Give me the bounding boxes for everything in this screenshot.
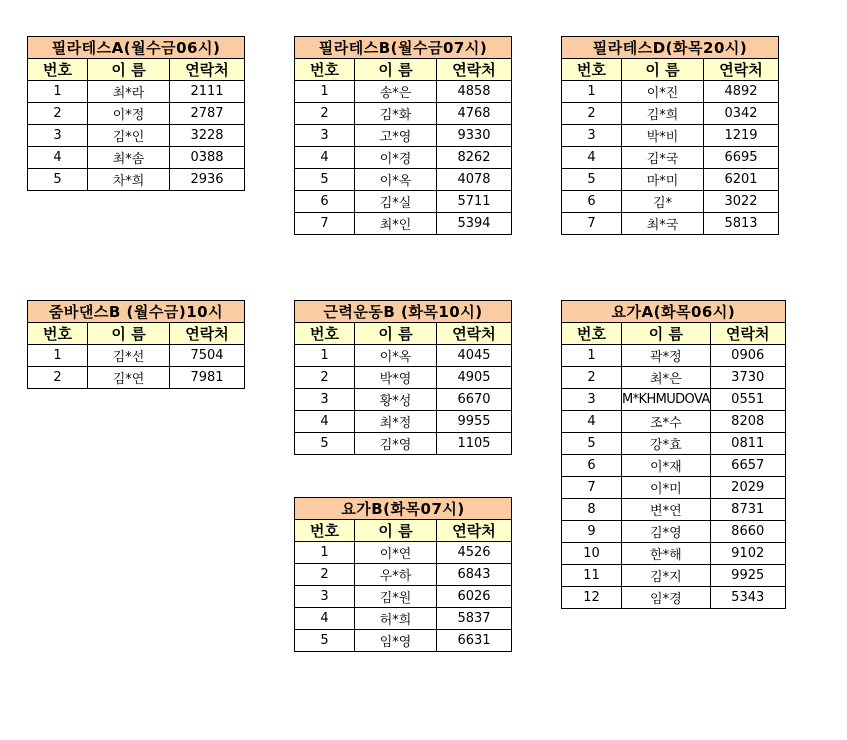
roster-table: [561, 300, 786, 609]
table-row: [295, 389, 512, 411]
table-title-row: [28, 37, 245, 59]
cell-number: 8: [562, 499, 622, 521]
table-title: 필라테스B(월수금07시): [295, 37, 512, 59]
cell-number: 1: [28, 345, 88, 367]
column-header-number: 번호: [295, 59, 355, 81]
cell-name: 김*: [622, 191, 704, 213]
cell-contact: 4905: [437, 367, 512, 389]
cell-number: 1: [562, 345, 622, 367]
table-row: [562, 411, 786, 433]
cell-contact: 2936: [170, 169, 245, 191]
cell-name: 최*정: [355, 411, 437, 433]
cell-name: M*KHMUDOVA: [622, 389, 711, 411]
cell-name: 최*국: [622, 213, 704, 235]
table-row: [295, 103, 512, 125]
cell-contact: 0811: [710, 433, 785, 455]
cell-name: 강*효: [622, 433, 711, 455]
table-row: [562, 169, 779, 191]
cell-name: 김*영: [355, 433, 437, 455]
cell-name: 박*비: [622, 125, 704, 147]
cell-contact: 6843: [437, 564, 512, 586]
cell-number: 1: [295, 81, 355, 103]
table-title: 줌바댄스B (월수금)10시: [28, 301, 245, 323]
column-header-name: 이 름: [355, 520, 437, 542]
cell-contact: 5813: [704, 213, 779, 235]
cell-number: 2: [562, 103, 622, 125]
cell-number: 3: [295, 125, 355, 147]
cell-number: 2: [562, 367, 622, 389]
cell-number: 1: [562, 81, 622, 103]
table-row: [295, 542, 512, 564]
table-row: [562, 499, 786, 521]
cell-name: 최*라: [88, 81, 170, 103]
cell-number: 4: [28, 147, 88, 169]
cell-number: 4: [562, 147, 622, 169]
cell-name: 김*선: [88, 345, 170, 367]
cell-number: 5: [28, 169, 88, 191]
column-header-name: 이 름: [622, 59, 704, 81]
cell-number: 1: [295, 542, 355, 564]
table-row: [562, 103, 779, 125]
table-row: [28, 81, 245, 103]
cell-contact: 6657: [710, 455, 785, 477]
cell-contact: 8262: [437, 147, 512, 169]
table-title: 근력운동B (화목10시): [295, 301, 512, 323]
cell-contact: 4768: [437, 103, 512, 125]
table-title-row: [28, 301, 245, 323]
cell-contact: 2029: [710, 477, 785, 499]
cell-contact: 4045: [437, 345, 512, 367]
table-row: [295, 564, 512, 586]
roster-table: [294, 300, 512, 455]
table-row: [295, 608, 512, 630]
cell-number: 6: [562, 191, 622, 213]
cell-contact: 8731: [710, 499, 785, 521]
column-header-row: [295, 520, 512, 542]
cell-contact: 1105: [437, 433, 512, 455]
cell-number: 4: [295, 147, 355, 169]
table-pilates-b: [294, 36, 512, 235]
cell-name: 이*재: [622, 455, 711, 477]
table-row: [295, 125, 512, 147]
cell-name: 김*원: [355, 586, 437, 608]
cell-name: 곽*정: [622, 345, 711, 367]
column-header-contact: 연락처: [704, 59, 779, 81]
cell-contact: 1219: [704, 125, 779, 147]
table-yoga-b: [294, 497, 512, 652]
cell-number: 2: [295, 564, 355, 586]
column-header-contact: 연락처: [710, 323, 785, 345]
cell-name: 송*은: [355, 81, 437, 103]
column-header-row: [28, 59, 245, 81]
table-title: 요가A(화목06시): [562, 301, 786, 323]
cell-name: 김*인: [88, 125, 170, 147]
cell-name: 허*희: [355, 608, 437, 630]
cell-name: 조*수: [622, 411, 711, 433]
column-header-number: 번호: [28, 59, 88, 81]
cell-contact: 5711: [437, 191, 512, 213]
table-row: [562, 587, 786, 609]
table-row: [562, 543, 786, 565]
cell-contact: 3228: [170, 125, 245, 147]
cell-name: 최*솜: [88, 147, 170, 169]
cell-contact: 3022: [704, 191, 779, 213]
cell-contact: 9925: [710, 565, 785, 587]
column-header-row: [295, 59, 512, 81]
cell-name: 이*미: [622, 477, 711, 499]
table-row: [295, 630, 512, 652]
table-row: [295, 433, 512, 455]
cell-contact: 5837: [437, 608, 512, 630]
table-title-row: [562, 37, 779, 59]
column-header-contact: 연락처: [437, 59, 512, 81]
cell-contact: 3730: [710, 367, 785, 389]
cell-name: 이*옥: [355, 345, 437, 367]
roster-table: [294, 497, 512, 652]
table-title-row: [295, 37, 512, 59]
table-row: [295, 367, 512, 389]
cell-number: 3: [562, 389, 622, 411]
table-row: [28, 125, 245, 147]
cell-name: 임*경: [622, 587, 711, 609]
table-row: [28, 367, 245, 389]
column-header-contact: 연락처: [437, 520, 512, 542]
cell-contact: 0551: [710, 389, 785, 411]
cell-number: 2: [295, 103, 355, 125]
cell-number: 3: [562, 125, 622, 147]
cell-number: 9: [562, 521, 622, 543]
table-row: [295, 191, 512, 213]
cell-number: 5: [562, 433, 622, 455]
cell-contact: 7981: [170, 367, 245, 389]
column-header-number: 번호: [295, 323, 355, 345]
table-title: 필라테스D(화목20시): [562, 37, 779, 59]
cell-contact: 6201: [704, 169, 779, 191]
column-header-row: [562, 323, 786, 345]
cell-name: 김*국: [622, 147, 704, 169]
cell-contact: 0342: [704, 103, 779, 125]
cell-contact: 5343: [710, 587, 785, 609]
column-header-row: [562, 59, 779, 81]
column-header-number: 번호: [562, 323, 622, 345]
table-row: [562, 147, 779, 169]
cell-number: 7: [562, 213, 622, 235]
cell-name: 이*연: [355, 542, 437, 564]
column-header-contact: 연락처: [170, 323, 245, 345]
table-row: [562, 125, 779, 147]
table-row: [562, 521, 786, 543]
cell-contact: 8660: [710, 521, 785, 543]
table-row: [295, 147, 512, 169]
cell-name: 김*실: [355, 191, 437, 213]
cell-number: 11: [562, 565, 622, 587]
cell-number: 10: [562, 543, 622, 565]
table-row: [295, 345, 512, 367]
table-title: 요가B(화목07시): [295, 498, 512, 520]
cell-name: 최*인: [355, 213, 437, 235]
cell-contact: 6631: [437, 630, 512, 652]
cell-contact: 0906: [710, 345, 785, 367]
cell-name: 이*경: [355, 147, 437, 169]
cell-name: 이*정: [88, 103, 170, 125]
cell-name: 김*영: [622, 521, 711, 543]
cell-name: 한*해: [622, 543, 711, 565]
cell-name: 김*화: [355, 103, 437, 125]
table-row: [562, 389, 786, 411]
cell-name: 이*옥: [355, 169, 437, 191]
cell-number: 12: [562, 587, 622, 609]
cell-name: 최*은: [622, 367, 711, 389]
table-row: [28, 169, 245, 191]
cell-number: 1: [295, 345, 355, 367]
cell-number: 2: [28, 103, 88, 125]
column-header-name: 이 름: [355, 59, 437, 81]
column-header-number: 번호: [28, 323, 88, 345]
table-title: 필라테스A(월수금06시): [28, 37, 245, 59]
cell-contact: 2787: [170, 103, 245, 125]
table-row: [28, 345, 245, 367]
cell-name: 김*지: [622, 565, 711, 587]
table-row: [562, 433, 786, 455]
column-header-number: 번호: [562, 59, 622, 81]
cell-number: 5: [295, 169, 355, 191]
cell-name: 마*미: [622, 169, 704, 191]
cell-number: 6: [295, 191, 355, 213]
cell-contact: 6670: [437, 389, 512, 411]
cell-contact: 5394: [437, 213, 512, 235]
cell-number: 3: [295, 389, 355, 411]
cell-number: 4: [295, 608, 355, 630]
cell-contact: 8208: [710, 411, 785, 433]
table-row: [28, 147, 245, 169]
cell-name: 차*희: [88, 169, 170, 191]
cell-name: 임*영: [355, 630, 437, 652]
table-yoga-a: [561, 300, 786, 609]
cell-contact: 6026: [437, 586, 512, 608]
column-header-row: [295, 323, 512, 345]
cell-number: 7: [295, 213, 355, 235]
cell-contact: 9102: [710, 543, 785, 565]
table-row: [562, 455, 786, 477]
roster-table: [27, 36, 245, 191]
table-row: [295, 411, 512, 433]
column-header-name: 이 름: [88, 59, 170, 81]
roster-table: [27, 300, 245, 389]
cell-number: 1: [28, 81, 88, 103]
cell-contact: 9955: [437, 411, 512, 433]
cell-contact: 4892: [704, 81, 779, 103]
table-row: [562, 565, 786, 587]
table-row: [295, 81, 512, 103]
cell-contact: 2111: [170, 81, 245, 103]
table-row: [562, 345, 786, 367]
table-title-row: [295, 498, 512, 520]
cell-contact: 0388: [170, 147, 245, 169]
cell-name: 김*희: [622, 103, 704, 125]
cell-number: 7: [562, 477, 622, 499]
table-pilates-a: [27, 36, 245, 191]
cell-contact: 4526: [437, 542, 512, 564]
cell-contact: 7504: [170, 345, 245, 367]
roster-table: [561, 36, 779, 235]
table-row: [295, 169, 512, 191]
cell-number: 2: [28, 367, 88, 389]
cell-contact: 4078: [437, 169, 512, 191]
column-header-contact: 연락처: [437, 323, 512, 345]
column-header-contact: 연락처: [170, 59, 245, 81]
cell-name: 변*연: [622, 499, 711, 521]
cell-number: 5: [295, 433, 355, 455]
table-row: [562, 477, 786, 499]
table-row: [562, 81, 779, 103]
cell-number: 3: [28, 125, 88, 147]
table-strength-b: [294, 300, 512, 455]
table-row: [28, 103, 245, 125]
cell-number: 6: [562, 455, 622, 477]
column-header-name: 이 름: [88, 323, 170, 345]
cell-name: 황*성: [355, 389, 437, 411]
cell-number: 5: [562, 169, 622, 191]
column-header-row: [28, 323, 245, 345]
cell-name: 우*하: [355, 564, 437, 586]
column-header-name: 이 름: [355, 323, 437, 345]
cell-number: 3: [295, 586, 355, 608]
table-title-row: [295, 301, 512, 323]
roster-table: [294, 36, 512, 235]
cell-name: 박*영: [355, 367, 437, 389]
column-header-name: 이 름: [622, 323, 711, 345]
table-title-row: [562, 301, 786, 323]
table-row: [295, 213, 512, 235]
table-row: [562, 367, 786, 389]
cell-name: 이*진: [622, 81, 704, 103]
table-row: [562, 191, 779, 213]
cell-contact: 9330: [437, 125, 512, 147]
cell-number: 4: [562, 411, 622, 433]
cell-contact: 4858: [437, 81, 512, 103]
cell-contact: 6695: [704, 147, 779, 169]
cell-number: 4: [295, 411, 355, 433]
column-header-number: 번호: [295, 520, 355, 542]
table-zumba-dance-b: [27, 300, 245, 389]
table-pilates-d: [561, 36, 779, 235]
cell-number: 2: [295, 367, 355, 389]
cell-name: 고*영: [355, 125, 437, 147]
table-row: [295, 586, 512, 608]
table-row: [562, 213, 779, 235]
cell-name: 김*연: [88, 367, 170, 389]
cell-number: 5: [295, 630, 355, 652]
